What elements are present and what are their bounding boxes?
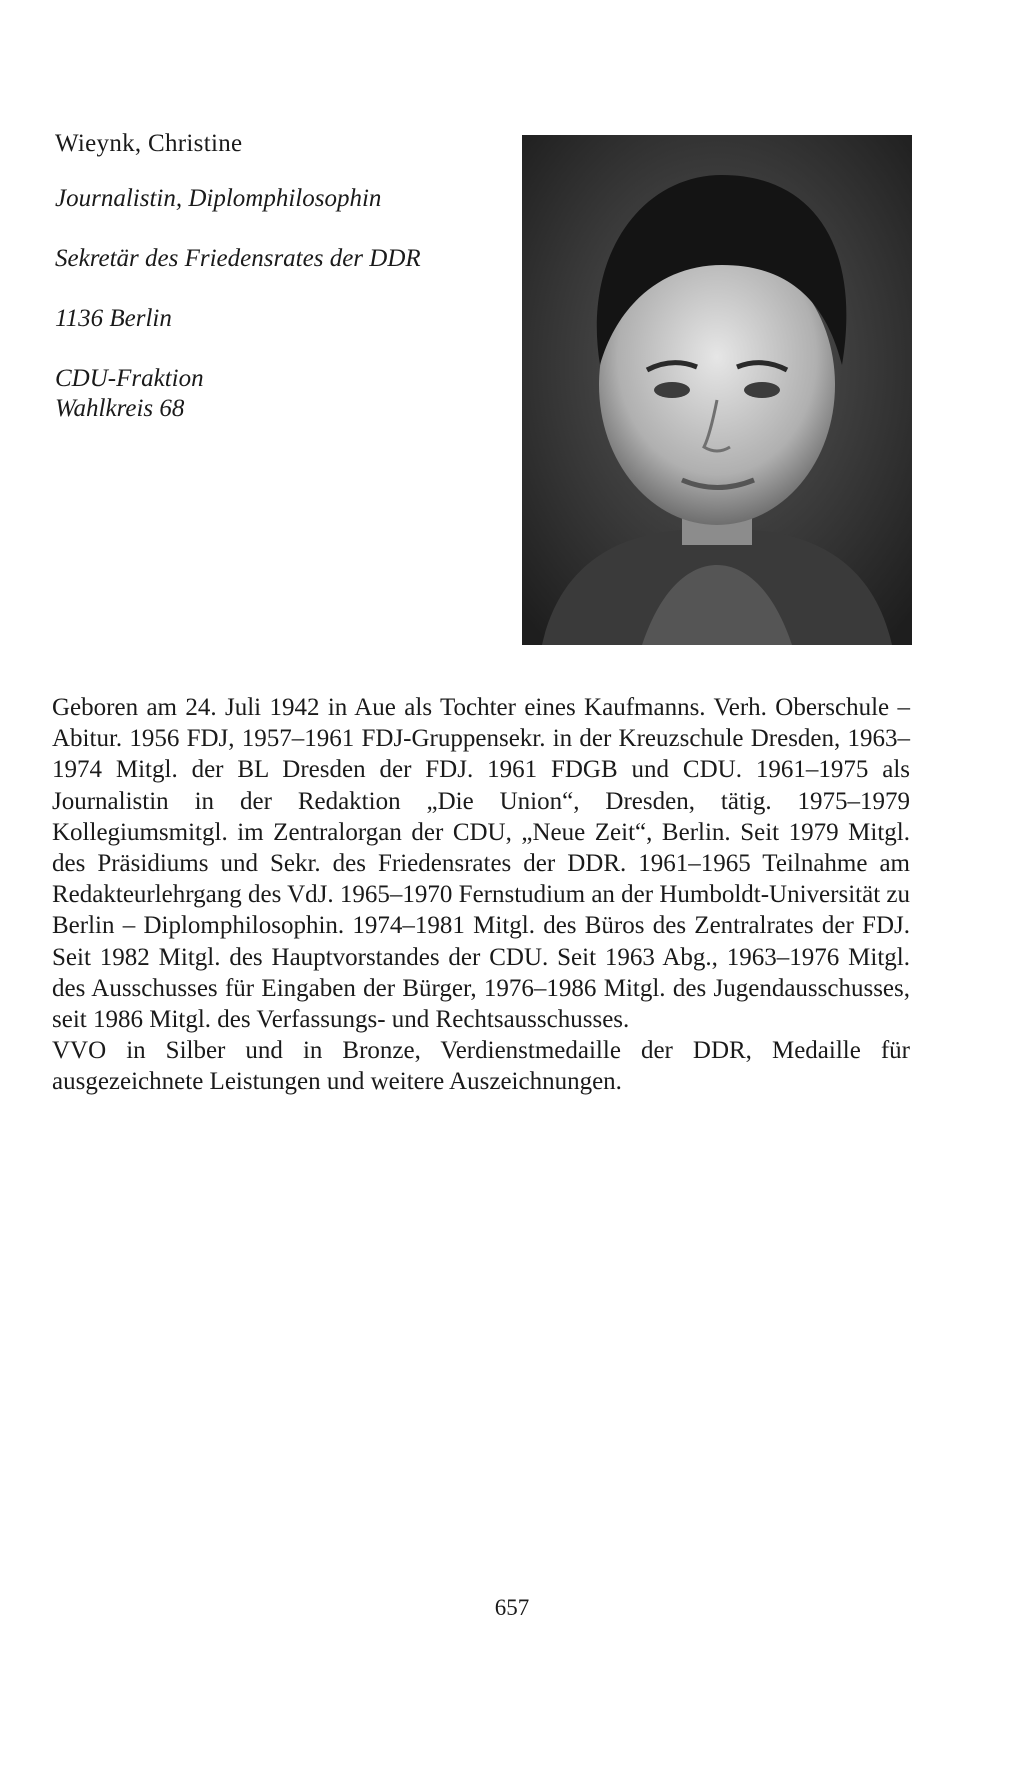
- portrait-photo-icon: [522, 135, 912, 645]
- awards-paragraph: VVO in Silber und in Bronze, Verdienstmedaille der DDR, Medaille für ausgezeichnete Leistungen und weitere Auszeichnungen.: [52, 1037, 910, 1096]
- portrait-photo: [522, 135, 912, 645]
- person-faction: CDU-Fraktion: [55, 365, 204, 392]
- person-position: Sekretär des Friedensrates der DDR: [55, 245, 421, 272]
- person-profession: Journalistin, Diplomphilosophin: [55, 185, 382, 212]
- person-location: 1136 Berlin: [55, 305, 172, 332]
- person-name: Wieynk, Christine: [55, 130, 243, 157]
- biography-paragraph: Geboren am 24. Juli 1942 in Aue als Tochter eines Kaufmanns. Verh. Oberschule – Abitur. 1956 FDJ, 1957–1961 FDJ-Gruppensekr. in der Kreuzschule Dresden, 1963–1974 Mitgl. der BL Dresden der FDJ. 1961 FDGB und CDU. 1961–1975 als Journalistin in der Redaktion „Die Union“, Dresden, tätig. 1975–1979 Kollegiumsmitgl. im Zentralorgan der CDU, „Neue Zeit“, Berlin. Seit 1979 Mitgl. des Präsidiums und Sekr. des Friedensrates der DDR. 1961–1965 Teilnahme am Redakteurlehrgang des VdJ. 1965–1970 Fernstudium an der Humboldt-Universität zu Berlin – Diplomphilosophin. 1974–1981 Mitgl. des Büros des Zentralrates der FDJ. Seit 1982 Mitgl. des Hauptvorstandes der CDU. Seit 1963 Abg., 1963–1976 Mitgl. des Ausschusses für Eingaben der Bürger, 1976–1986 Mitgl. des Jugendausschusses, seit 1986 Mitgl. des Verfassungs- und Rechtsausschusses.: [52, 694, 910, 1034]
- biography: [52, 692, 910, 1098]
- person-header: [55, 130, 495, 424]
- page-number: 657: [494, 1595, 530, 1620]
- person-constituency: Wahlkreis 68: [55, 395, 185, 422]
